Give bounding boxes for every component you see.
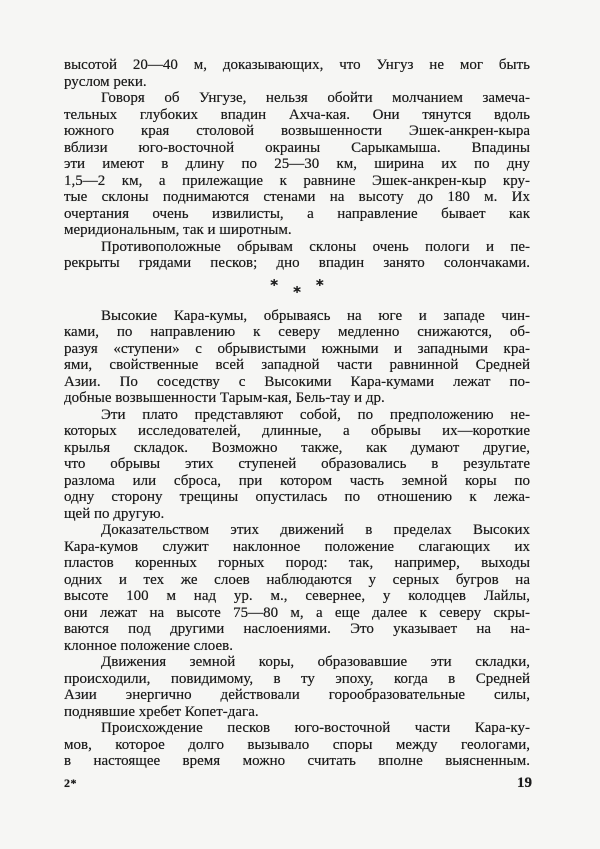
- section-separator: [64, 272, 530, 308]
- text-line: происходили, повидимому, в ту эпоху, когда в Средней: [64, 670, 530, 687]
- text-line: которых исследователей, длинные, а обрывы их—короткие: [64, 423, 530, 439]
- text-line: тые склоны поднимаются стенами на высоту до 180 м. Их: [64, 189, 530, 205]
- text-line: Кара-кумов служит наклонное положение слагающих их: [64, 538, 530, 555]
- text-line: Доказательством этих движений в пределах Высоких: [101, 522, 530, 538]
- text-line: пластов коренных горных пород: так, например, выходы: [64, 555, 530, 571]
- text-line: крылья складок. Возможно также, как думают другие,: [64, 439, 530, 456]
- text-line: рекрыты грядами песков; дно впадин занято солончаками.: [64, 255, 530, 271]
- paragraph: [64, 522, 530, 654]
- asterisk-icon: *: [293, 282, 301, 301]
- text-line: Говоря об Унгузе, нельзя обойти молчанием замеча-: [101, 90, 530, 106]
- page-number: 19: [517, 775, 532, 791]
- text-line: одну сторону трещины опустилась по отношению к лежа-: [64, 489, 530, 505]
- asterisk-icon: *: [270, 275, 279, 294]
- text-line: ками, по направлению к северу медленно снижаются, об-: [64, 324, 530, 340]
- text-line: Происхождение песков юго-восточной части Кара-ку-: [101, 720, 530, 736]
- text-line: разлома или сброса, при котором часть земной коры по: [64, 472, 530, 489]
- text-line: поднявшие хребет Копет-дага.: [64, 703, 259, 720]
- text-line: они лежат на высоте 75—80 м, а еще далее к северу скры-: [64, 604, 530, 621]
- text-line: очертания очень извилисты, а направление бывает как: [64, 205, 530, 222]
- text-line: вблизи юго-восточной окраины Сарыкамыша. Впадины: [64, 139, 530, 156]
- paragraph: [64, 654, 530, 720]
- text-line: мов, которое долго вызывало споры между геологами,: [64, 736, 530, 753]
- text-line: высотой 20—40 м, доказывающих, что Унгуз не мог быть: [64, 57, 530, 73]
- paragraph: [64, 308, 530, 407]
- text-line: щей по другую.: [64, 505, 165, 522]
- text-line: что обрывы этих ступеней образовались в результате: [64, 456, 530, 472]
- text-line: добные возвышенности Тарым-кая, Бель-тау и др.: [64, 390, 385, 406]
- text-line: одних и тех же слоев наблюдаются у серных бугров на: [64, 571, 530, 588]
- page-footer: [64, 775, 532, 792]
- signature-mark: 2*: [64, 776, 77, 790]
- text-line: тельных глубоких впадин Ахча-кая. Они тянутся вдоль: [64, 106, 530, 123]
- text-line: в настоящее время можно считать вполне выясненным.: [64, 753, 530, 769]
- text-line: Эти плато представляют собой, по предположению не-: [101, 406, 530, 423]
- asterisk-icon: *: [315, 275, 324, 294]
- text-line: Азии. По соседству с Высокими Кара-кумами лежат по-: [64, 373, 530, 390]
- text-line: клонное положение слоев.: [64, 637, 233, 654]
- text-line: эти имеют в длину по 25—30 км, ширина их по дну: [64, 156, 530, 172]
- paragraph: [64, 407, 530, 523]
- text-line: ваются под другими наслоениями. Это указывает на на-: [64, 621, 530, 637]
- text-line: высоте 100 м над ур. м., севернее, у колодцев Лайлы,: [64, 588, 530, 604]
- text-line: ями, свойственные всей западной части равнинной Средней: [64, 357, 530, 373]
- text-line: Движения земной коры, образовавшие эти складки,: [101, 654, 530, 670]
- text-line: Противоположные обрывам склоны очень пологи и пе-: [101, 238, 530, 255]
- paragraph: [64, 57, 530, 90]
- text-line: руслом реки.: [64, 73, 147, 90]
- text-line: Высокие Кара-кумы, обрываясь на юге и западе чин-: [101, 307, 530, 324]
- text-line: 1,5—2 км, а прилежащие к равнине Эшек-анкрен-кыр кру-: [64, 172, 530, 189]
- page-text: [64, 57, 530, 770]
- paragraph: [64, 720, 530, 770]
- paragraph: [64, 239, 530, 272]
- text-line: Азии энергично действовали горообразовательные силы,: [64, 687, 530, 703]
- text-line: разуя «ступени» с обрывистыми южными и западными кра-: [64, 340, 530, 357]
- paragraph: [64, 90, 530, 239]
- text-line: южного края столовой возвышенности Эшек-анкрен-кыра: [64, 123, 530, 139]
- text-line: меридиональным, так и широтным.: [64, 222, 292, 238]
